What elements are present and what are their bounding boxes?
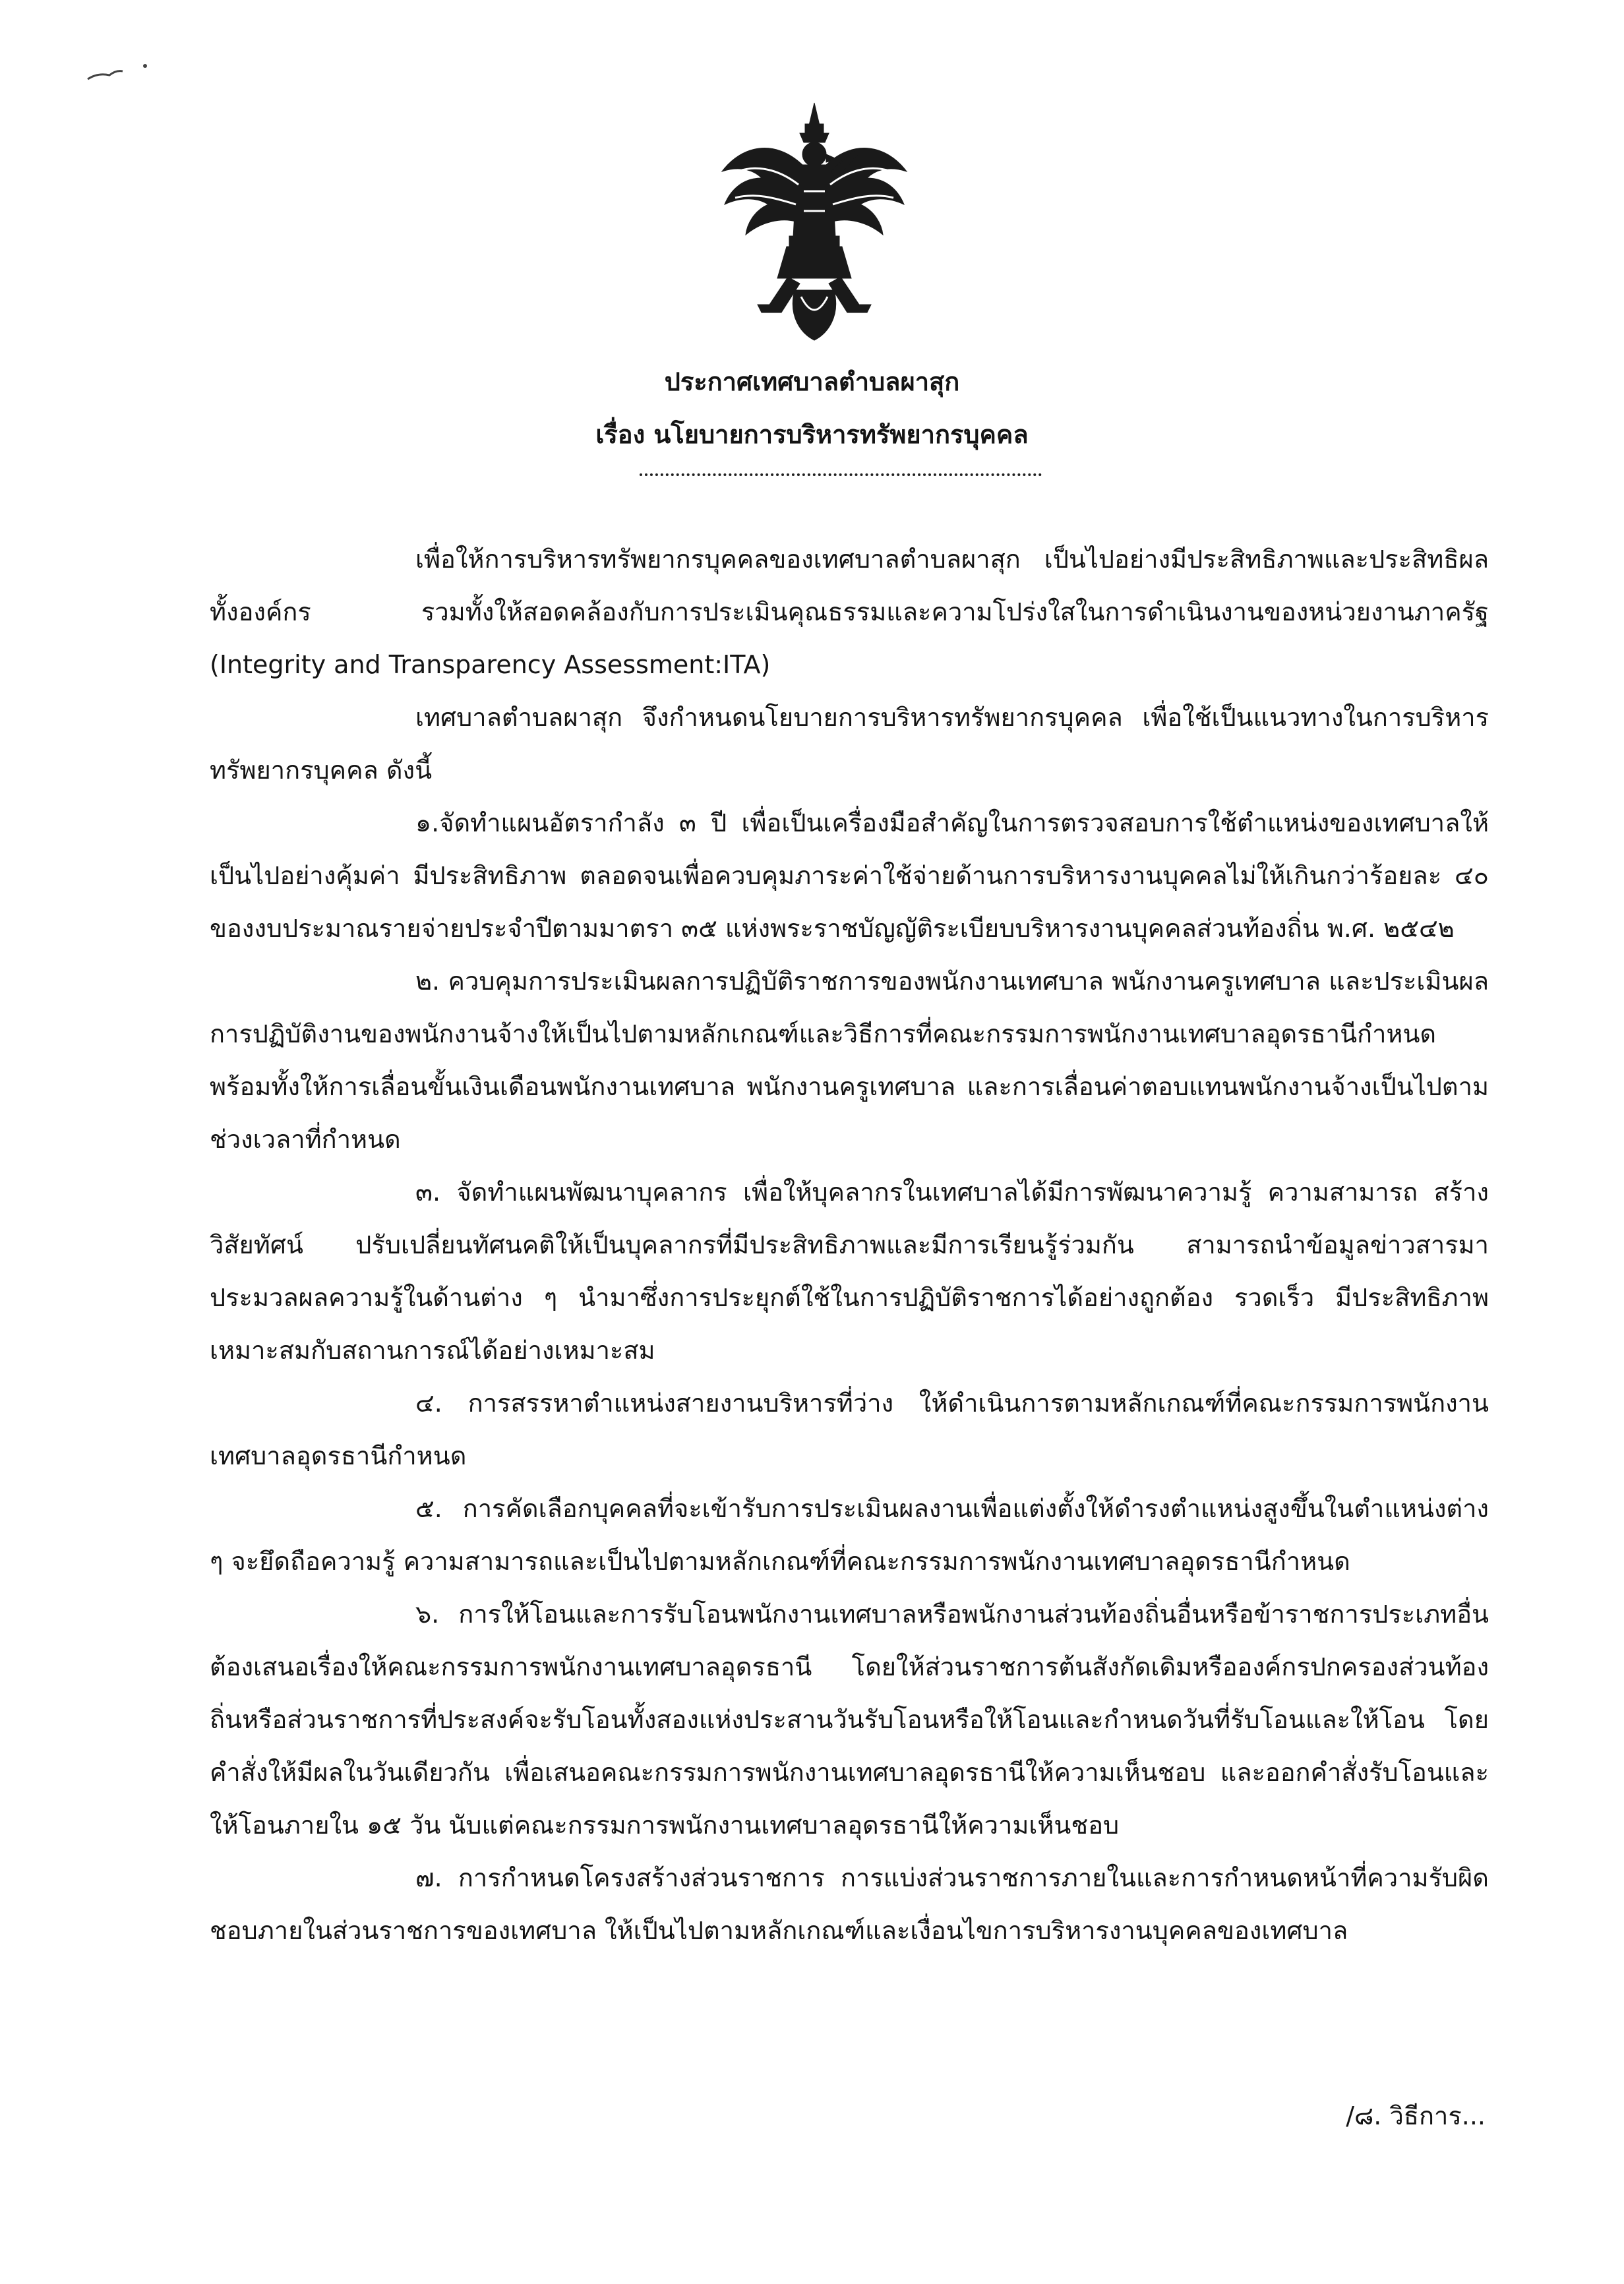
announcement-body [210, 533, 1489, 1957]
policy-item-5: ๕. การคัดเลือกบุคคลที่จะเข้ารับการประเมินผลงานเพื่อแต่งตั้งให้ดำรงตำแหน่งสูงขึ้นในตำแหน่งต่าง ๆ จะยึดถือความรู้ ความสามารถและเป็นไปตามหลักเกณฑ์ที่คณะกรรมการพนักงานเทศบาลอุดรธานีกำหนด [210, 1494, 1489, 1576]
garuda-emblem-icon [715, 99, 913, 343]
announcement-subject: เรื่อง นโยบายการบริหารทรัพยากรบุคคล [595, 420, 1029, 449]
policy-item-7: ๗. การกำหนดโครงสร้างส่วนราชการ การแบ่งส่วนราชการภายในและการกำหนดหน้าที่ความรับผิดชอบภายในส่วนราชการของเทศบาล ให้เป็นไปตามหลักเกณฑ์และเงื่อนไขการบริหารงานบุคคลของเทศบาล [210, 1863, 1489, 1945]
policy-item-4: ๔. การสรรหาตำแหน่งสายงานบริหารที่ว่าง ให้ดำเนินการตามหลักเกณฑ์ที่คณะกรรมการพนักงานเทศบาลอุดรธานีกำหนด [210, 1389, 1489, 1470]
scan-mark [84, 58, 164, 84]
policy-item-2: ๒. ควบคุมการประเมินผลการปฏิบัติราชการของพนักงานเทศบาล พนักงานครูเทศบาล และประเมินผลการปฏิบัติงานของพนักงานจ้างให้เป็นไปตามหลักเกณฑ์และวิธีการที่คณะกรรมการพนักงานเทศบาลอุดรธานีกำหนด พร้อมทั้งให้การเลื่อนขั้นเงินเดือนพนักงานเทศบาล พนักงานครูเทศบาล และการเลื่อนค่าตอบแทนพนักงานจ้างเป็นไปตามช่วงเวลาที่กำหนด [210, 967, 1489, 1154]
policy-item-6: ๖. การให้โอนและการรับโอนพนักงานเทศบาลหรือพนักงานส่วนท้องถิ่นอื่นหรือข้าราชการประเภทอื่นต้องเสนอเรื่องให้คณะกรรมการพนักงานเทศบาลอุดรธานี โดยให้ส่วนราชการต้นสังกัดเดิมหรือองค์กรปกครองส่วนท้องถิ่นหรือส่วนราชการที่ประสงค์จะรับโอนทั้งสองแห่งประสานวันรับโอนหรือให้โอนและกำหนดวันที่รับโอนและให้โอน โดยคำสั่งให้มีผลในวันเดียวกัน เพื่อเสนอคณะกรรมการพนักงานเทศบาลอุดรธานีให้ความเห็นชอบ และออกคำสั่งรับโอนและให้โอนภายใน ๑๕ วัน นับแต่คณะกรรมการพนักงานเทศบาลอุดรธานีให้ความเห็นชอบ [210, 1600, 1489, 1840]
continuation-marker: /๘. วิธีการ... [1346, 2101, 1486, 2130]
announcement-title: ประกาศเทศบาลตำบลผาสุก [664, 367, 960, 396]
intro-paragraph: เพื่อให้การบริหารทรัพยากรบุคคลของเทศบาลตำบลผาสุก เป็นไปอย่างมีประสิทธิภาพและประสิทธิผลทั้งองค์กร รวมทั้งให้สอดคล้องกับการประเมินคุณธรรมและความโปร่งใสในการดำเนินงานของหน่วยงานภาครัฐ (Integrity and Transparency Assessment:ITA) [210, 545, 1489, 679]
policy-statement-paragraph: เทศบาลตำบลผาสุก จึงกำหนดนโยบายการบริหารทรัพยากรบุคคล เพื่อใช้เป็นแนวทางในการบริหารทรัพยากรบุคคล ดังนี้ [210, 703, 1489, 785]
policy-item-1: ๑.จัดทำแผนอัตรากำลัง ๓ ปี เพื่อเป็นเครื่องมือสำคัญในการตรวจสอบการใช้ตำแหน่งของเทศบาลให้เป็นไปอย่างคุ้มค่า มีประสิทธิภาพ ตลอดจนเพื่อควบคุมภาระค่าใช้จ่ายด้านการบริหารงานบุคคลไม่ให้เกินกว่าร้อยละ ๔๐ ของงบประมาณรายจ่ายประจำปีตามมาตรา ๓๕ แห่งพระราชบัญญัติระเบียบบริหารงานบุคคลส่วนท้องถิ่น พ.ศ. ๒๕๔๒ [210, 808, 1489, 943]
policy-item-3: ๓. จัดทำแผนพัฒนาบุคลากร เพื่อให้บุคลากรในเทศบาลได้มีการพัฒนาความรู้ ความสามารถ สร้างวิสัยทัศน์ ปรับเปลี่ยนทัศนคติให้เป็นบุคลากรที่มีประสิทธิภาพและมีการเรียนรู้ร่วมกัน สามารถนำข้อมูลข่าวสารมาประมวลผลความรู้ในด้านต่าง ๆ นำมาซึ่งการประยุกต์ใช้ในการปฏิบัติราชการได้อย่างถูกต้อง รวดเร็ว มีประสิทธิภาพ เหมาะสมกับสถานการณ์ได้อย่างเหมาะสม [210, 1178, 1489, 1365]
dotted-divider [640, 473, 1042, 476]
